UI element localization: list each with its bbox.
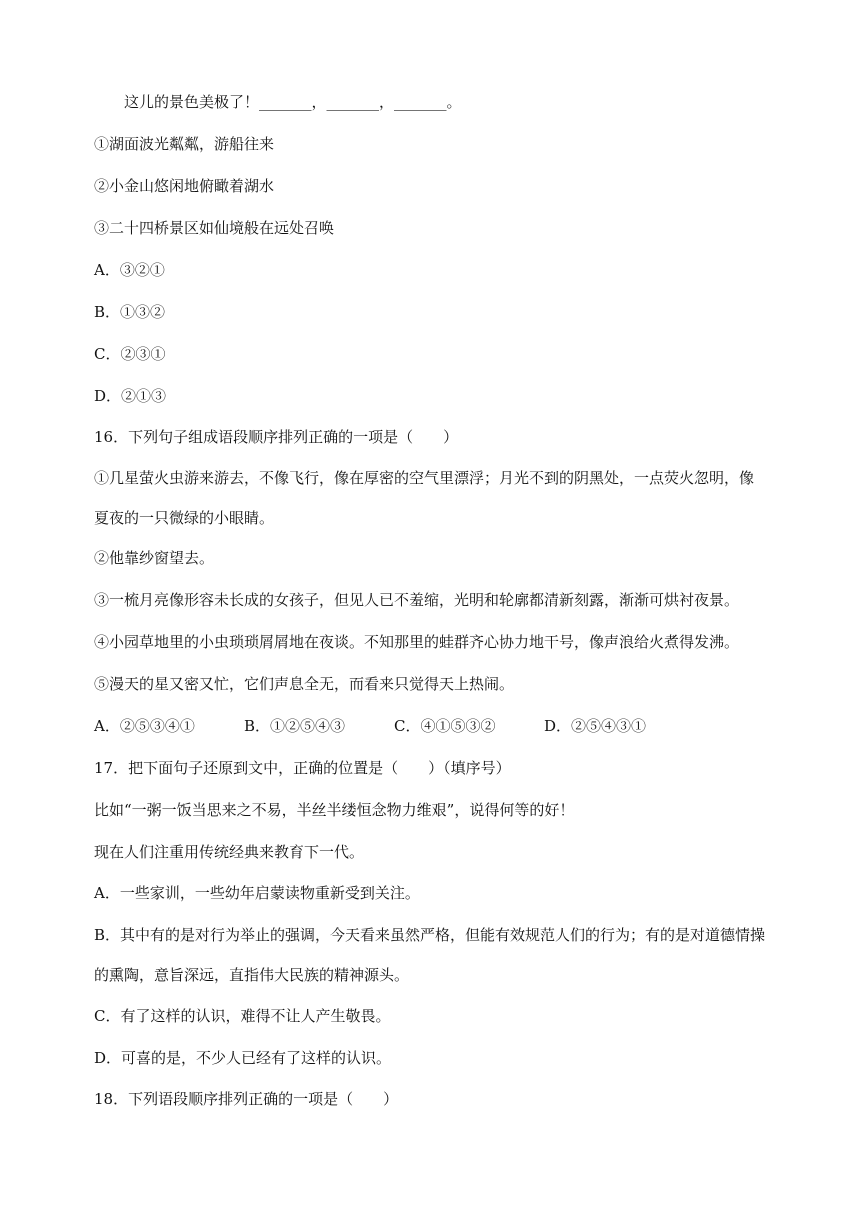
q15-option-d: D．②①③ (94, 387, 167, 405)
q17-quote: 比如“一粥一饭当思来之不易，半丝半缕恒念物力维艰”，说得何等的好！ (94, 801, 575, 819)
q16-sentence-5: ⑤漫天的星又密又忙，它们声息全无，而看来只觉得天上热闹。 (94, 675, 515, 693)
q15-option-c: C．②③① (94, 345, 166, 363)
q16-sentence-1-line-2: 夏夜的一只微绿的小眼睛。 (94, 509, 275, 527)
q15-option-a: A．③②① (94, 261, 165, 279)
q16-sentence-3: ③一梳月亮像形容未长成的女孩子，但见人已不羞缩，光明和轮廓都清新刻露，渐渐可烘衬夜景。 (94, 591, 740, 609)
q16-option-a: A．②⑤③④① (94, 717, 195, 735)
q16-option-b: B．①②⑤④③ (244, 717, 346, 735)
q15-item-2: ②小金山悠闲地俯瞰着湖水 (94, 177, 275, 195)
q18-title: 18．下列语段顺序排列正确的一项是（ ） (94, 1090, 399, 1108)
q17-option-c: C．有了这样的认识，难得不让人产生敬畏。 (94, 1007, 391, 1025)
q16-sentence-2: ②他靠纱窗望去。 (94, 549, 215, 567)
q15-item-1: ①湖面波光粼粼，游船往来 (94, 135, 275, 153)
q16-option-c: C．④①⑤③② (394, 717, 496, 735)
q16-sentence-1-line-1: ①几星萤火虫游来游去，不像飞行，像在厚密的空气里漂浮；月光不到的阴黑处，一点荧火忽明，像 (94, 469, 755, 487)
q17-option-b-line-1: B．其中有的是对行为举止的强调，今天看来虽然严格，但能有效规范人们的行为；有的是对道德情操 (94, 926, 766, 944)
q15-option-b: B．①③② (94, 303, 166, 321)
q16-sentence-4: ④小园草地里的小虫琐琐屑屑地在夜谈。不知那里的蛙群齐心协力地干号，像声浪给火煮得发沸。 (94, 633, 740, 651)
q15-item-3: ③二十四桥景区如仙境般在远处召唤 (94, 219, 335, 237)
q17-option-b-line-2: 的熏陶，意旨深远，直指伟大民族的精神源头。 (94, 966, 410, 984)
q15-stem: 这儿的景色美极了！_______，_______，_______。 (124, 93, 462, 111)
q16-title: 16．下列句子组成语段顺序排列正确的一项是（ ） (94, 428, 459, 446)
q16-options (94, 716, 646, 736)
q17-option-a: A．一些家训，一些幼年启蒙读物重新受到关注。 (94, 884, 420, 902)
q17-intro: 现在人们注重用传统经典来教育下一代。 (94, 843, 365, 861)
q16-option-d: D．②⑤④③① (544, 717, 647, 735)
q17-title: 17．把下面句子还原到文中，正确的位置是（ ）（填序号） (94, 759, 511, 777)
q17-option-d: D．可喜的是，不少人已经有了这样的认识。 (94, 1049, 392, 1067)
